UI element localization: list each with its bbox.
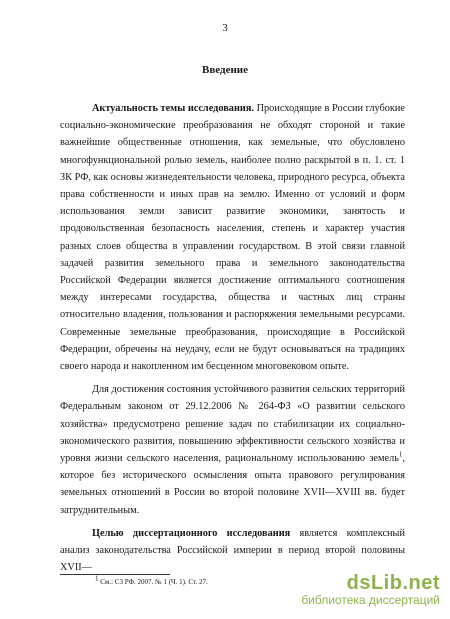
footnote-reference: 1 [398, 450, 403, 459]
paragraph-goal [60, 525, 405, 577]
paragraph-text: является комплексный анализ законодательства Российской империи в период второй половины XVII— [60, 527, 405, 574]
page-number: 3 [222, 22, 228, 34]
paragraph-relevance [60, 100, 405, 375]
section-heading: Введение [201, 64, 249, 76]
watermark-logo: dsLib.net [346, 572, 440, 594]
watermark-subtitle: библиотека диссертаций [301, 593, 440, 607]
footnote [95, 574, 208, 587]
paragraph-law [60, 381, 405, 519]
watermark [301, 572, 440, 607]
document-body [60, 100, 405, 576]
paragraph-text: , которое без исторического осмысления опыта правового регулирования земельных отношений в России во второй половине XVII—XVIII вв. будет затруднительным. [60, 453, 405, 516]
paragraph-lead: Актуальность темы исследования. [92, 103, 254, 114]
paragraph-text: Происходящие в России глубокие социально-экономические преобразования не обходят стороной и такие важнейшие общественные отношения, как земельные, что обусловлено многофункциональной ролью земель, наиболее полно раскрытой в п. 1. ст. 1 ЗК РФ, как основы жизнедеятельности человека, природного ресурса, объекта права собственности и иных прав на землю. Именно от условий и форм использования земли зависит развитие экономики, занятость и продовольственная безопасность населения, степень и характер участия разных слоев общества в управлении государством. В этой связи главной задачей развития земельного права и земельного законодательства Российской Федерации является достижение оптимального соотношения между интересами государства, общества и частных лиц страны относительно владения, пользования и распоряжения земельными ресурсами. Современные земельные преобразования, происходящие в Российской Федерации, обречены на неудачу, если не будут основываться на традициях своего народа и накопленном им бесценном многовековом опыте. [60, 103, 405, 373]
footnote-mark: 1 [95, 574, 99, 583]
paragraph-text: Для достижения состояния устойчивого развития сельских территорий Федеральным законом от 29.12.2006 № 264-ФЗ «О развитии сельского хозяйства» предусмотрено решение задач по стабилизации их социально-экономического развития, повышению эффективности сельского хозяйства и уровня жизни сельского населения, рациональному использованию земель [60, 384, 405, 465]
footnote-divider [60, 574, 170, 575]
paragraph-lead: Целью диссертационного исследования [92, 527, 291, 539]
footnote-text: См.: СЗ РФ. 2007. № 1 (Ч. 1). Ст. 27. [98, 578, 208, 586]
